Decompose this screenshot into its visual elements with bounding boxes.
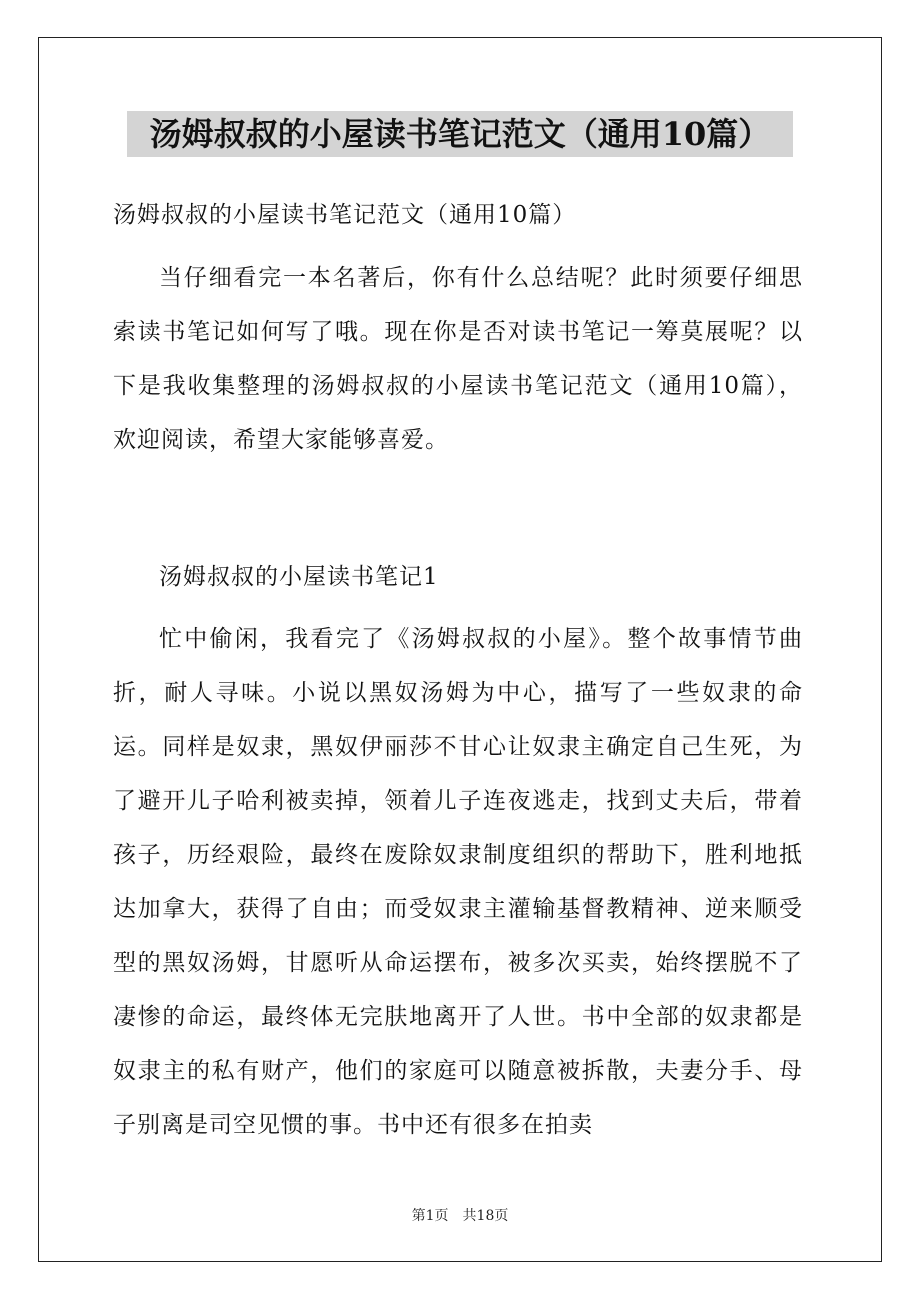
section-heading: 汤姆叔叔的小屋读书笔记1 [159,564,439,590]
page-number: 第1页 [411,1208,449,1224]
page-total: 共18页 [462,1208,509,1224]
intro-paragraph: 当仔细看完一本名著后，你有什么总结呢？此时须要仔细思索读书笔记如何写了哦。现在你是否对读书笔记一筹莫展呢？以下是我收集整理的汤姆叔叔的小屋读书笔记范文（通用10篇），欢迎阅读，希望大家能够喜爱。 [113,265,803,453]
body-paragraph: 忙中偷闲，我看完了《汤姆叔叔的小屋》。整个故事情节曲折，耐人寻味。小说以黑奴汤姆为中心，描写了一些奴隶的命运。同样是奴隶，黑奴伊丽莎不甘心让奴隶主确定自己生死，为了避开儿子哈利被卖掉，领着儿子连夜逃走，找到丈夫后，带着孩子，历经艰险，最终在废除奴隶制度组织的帮助下，胜利地抵达加拿大，获得了自由；而受奴隶主灌输基督教精神、逆来顺受型的黑奴汤姆，甘愿听从命运摆布，被多次买卖，始终摆脱不了凄惨的命运，最终体无完肤地离开了人世。书中全部的奴隶都是奴隶主的私有财产，他们的家庭可以随意被拆散，夫妻分手、母子别离是司空见惯的事。书中还有很多在拍卖 [113,626,803,1138]
document-title: 汤姆叔叔的小屋读书笔记范文（通用10篇） [127,111,793,157]
document-subtitle: 汤姆叔叔的小屋读书笔记范文（通用10篇） [113,202,577,228]
page-footer [0,1206,920,1226]
